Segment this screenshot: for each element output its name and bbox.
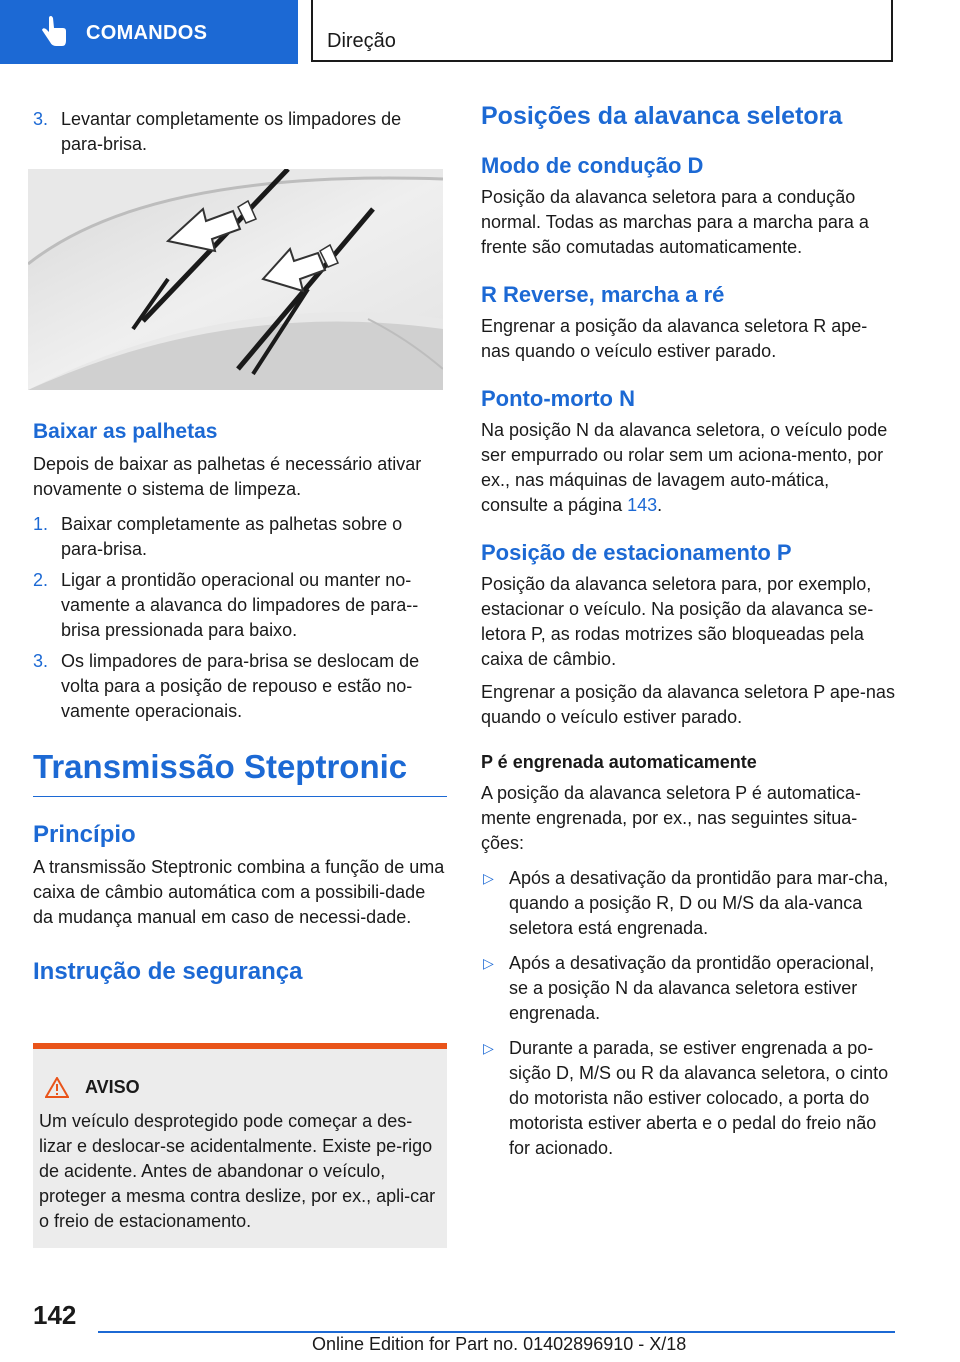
warning-triangle-icon xyxy=(45,1077,69,1098)
list-item xyxy=(481,951,895,1026)
wiper-image xyxy=(28,169,443,390)
list-item xyxy=(33,107,447,157)
step-number: 1. xyxy=(33,514,49,534)
bullet-text: Após a desativação da prontidão operacional, se a posição N da alavanca seletora estiver engrenada. xyxy=(509,953,875,1023)
left-column-main xyxy=(33,420,447,986)
section-heading: Baixar as palhetas xyxy=(33,420,218,443)
list-item xyxy=(481,866,895,941)
list-item xyxy=(481,1036,895,1161)
paragraph: A posição da alavanca seletora P é automatica-mente engrenada, por ex., nas seguintes situa-ções: xyxy=(481,783,861,853)
paragraph: Engrenar a posição da alavanca seletora P ape-nas quando o veículo estiver parado. xyxy=(481,682,895,727)
step-text: Ligar a prontidão operacional ou manter no-vamente a alavanca do limpadores de para--brisa pressionada para baixo. xyxy=(61,570,419,640)
warning-header xyxy=(45,1077,140,1098)
bullet-triangle-icon: ▷ xyxy=(483,1040,494,1056)
step-text: Levantar completamente os limpadores de para-brisa. xyxy=(61,109,402,154)
chapter-heading: Transmissão Steptronic xyxy=(33,748,408,785)
section-heading: Instrução de segurança xyxy=(33,958,303,985)
list-item xyxy=(33,512,447,562)
footer-divider xyxy=(98,1331,895,1333)
section-label: COMANDOS xyxy=(86,22,208,44)
bullet-triangle-icon: ▷ xyxy=(483,955,494,971)
subsection-heading: Modo de condução D xyxy=(481,153,704,178)
list-item xyxy=(33,568,447,643)
step-number: 3. xyxy=(33,109,49,129)
left-column-top xyxy=(33,107,447,157)
subsection-heading: Posição de estacionamento P xyxy=(481,540,792,565)
warning-text: Um veículo desprotegido pode começar a des-lizar e deslocar-se acidentalmente. Existe pe-rigo de acidente. Antes de abandonar o veículo, proteger a mesma contra deslize, por ex., apli-car o freio de estacionamento. xyxy=(39,1111,436,1231)
section-heading: Princípio xyxy=(33,821,136,848)
paragraph: Posição da alavanca seletora para, por exemplo, estacionar o veículo. Na posição da alavanca se-letora P, as rodas motrizes são bloqueadas pela caixa de câmbio. xyxy=(481,574,874,669)
paragraph: Engrenar a posição da alavanca seletora R ape-nas quando o veículo estiver parado. xyxy=(481,316,868,361)
right-column xyxy=(481,102,895,1161)
bullet-text: Após a desativação da prontidão para mar-cha, quando a posição R, D ou M/S da ala-vanca seletora está engrenada. xyxy=(509,868,889,938)
bold-subheading: P é engrenada automaticamente xyxy=(481,752,757,772)
section-heading: Posições da alavanca seletora xyxy=(481,102,843,130)
list-item xyxy=(33,649,447,724)
bullet-triangle-icon: ▷ xyxy=(483,870,494,886)
bullet-text: Durante a parada, se estiver engrenada a po-sição D, M/S ou R da alavanca seletora, o cinto do motorista não estiver colocado, a porta do motorista estiver aberta e o pedal do freio não for acionado. xyxy=(509,1038,889,1158)
page-number: 142 xyxy=(33,1300,77,1330)
steps-list xyxy=(33,512,447,724)
step-text: Baixar completamente as palhetas sobre o para-brisa. xyxy=(61,514,403,559)
windshield-wiper-illustration xyxy=(28,169,443,390)
paragraph-text: . xyxy=(657,495,663,515)
step-number: 2. xyxy=(33,570,49,590)
paragraph: Posição da alavanca seletora para a condução normal. Todas as marchas para a marcha para a frente são comutadas automaticamente. xyxy=(481,187,869,257)
bullet-list xyxy=(481,866,895,1161)
edition-text: Online Edition for Part no. 01402896910 - X/18 xyxy=(312,1334,687,1354)
section-tab[interactable] xyxy=(0,0,298,64)
chapter-header xyxy=(311,0,893,62)
heading-divider xyxy=(33,796,447,797)
page-link[interactable]: 143 xyxy=(627,495,658,515)
warning-label: AVISO xyxy=(85,1077,140,1097)
subsection-heading: R Reverse, marcha a ré xyxy=(481,282,725,307)
step-text: Os limpadores de para-brisa se deslocam de volta para a posição de repouso e estão no-vamente operacionais. xyxy=(61,651,420,721)
chapter-title: Direção xyxy=(327,30,396,52)
paragraph: Depois de baixar as palhetas é necessário ativar novamente o sistema de limpeza. xyxy=(33,454,422,499)
paragraph: A transmissão Steptronic combina a função de uma caixa de câmbio automática com a possibili-dade da mudança manual em caso de necessi-dade. xyxy=(33,857,445,927)
warning-box xyxy=(33,1043,447,1248)
paragraph-text: Na posição N da alavanca seletora, o veículo pode ser empurrado ou rolar sem um aciona-mento, por ex., nas máquinas de lavagem auto-mática, consulte a página xyxy=(481,420,888,515)
step-number: 3. xyxy=(33,651,49,671)
subsection-heading: Ponto-morto N xyxy=(481,386,635,411)
hand-pointer-icon xyxy=(38,16,68,48)
paragraph xyxy=(481,418,895,518)
